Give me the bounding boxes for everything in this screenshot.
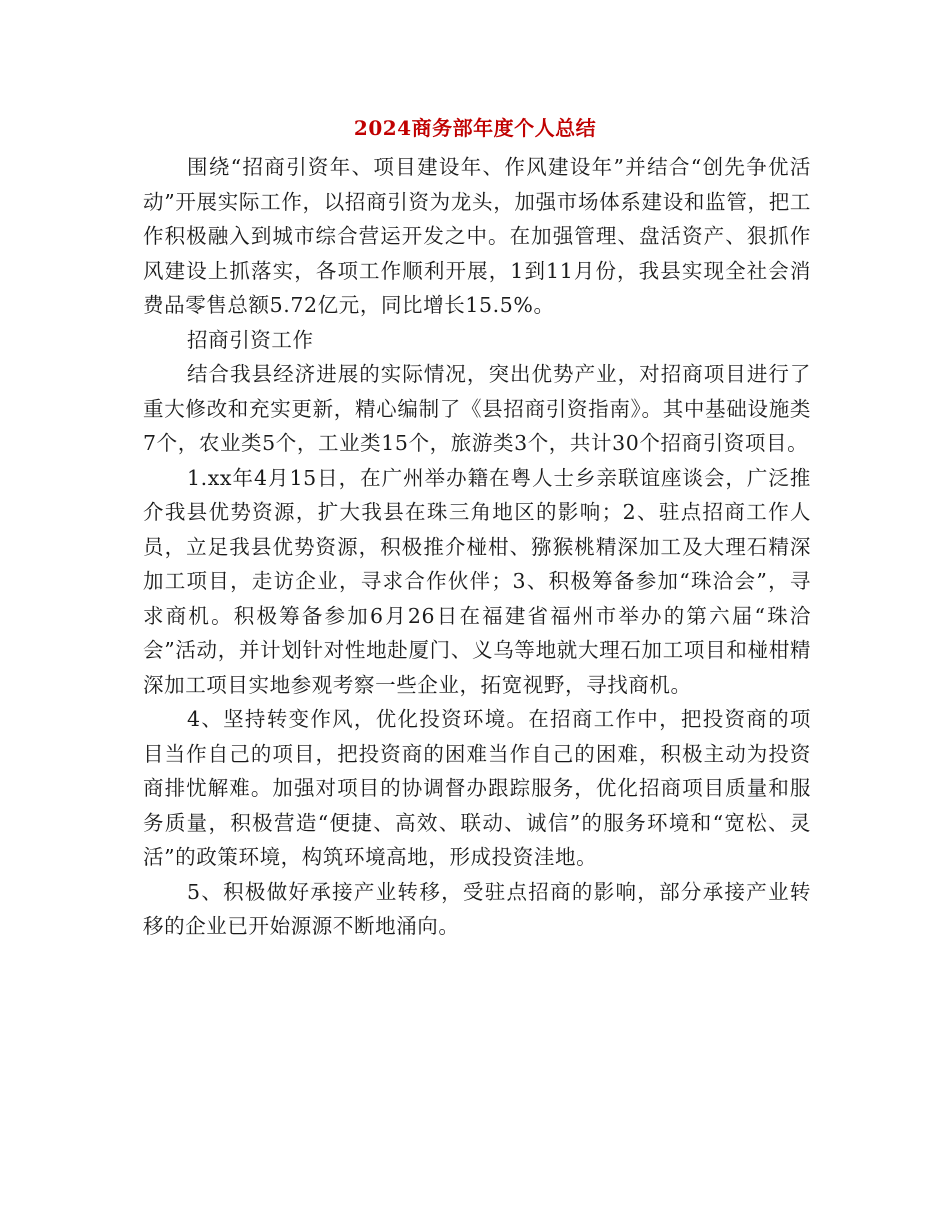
paragraph-work-style: 4、坚持转变作风，优化投资环境。在招商工作中，把投资商的项目当作自己的项目，把投资商的困难当作自己的困难，积极主动为投资商排忧解难。加强对项目的协调督办跟踪服务，优化招商项目质量和服务质量，积极营造“便捷、高效、联动、诚信”的服务环境和“宽松、灵活”的政策环境，构筑环境高地，形成投资洼地。 [143,707,811,869]
paragraph-industry-transfer: 5、积极做好承接产业转移，受驻点招商的影响，部分承接产业转移的企业已开始源源不断地涌向。 [143,879,811,938]
paragraph-investment-guide: 结合我县经济进展的实际情况，突出优势产业，对招商项目进行了重大修改和充实更新，精心编制了《县招商引资指南》。其中基础设施类7个，农业类5个，工业类15个，旅游类3个，共计30个招商引资项目。 [143,362,811,455]
document-title: 2024商务部年度个人总结 [353,116,597,140]
document-body [143,150,811,944]
section-heading: 招商引资工作 [187,327,314,352]
paragraph-activities: 1.xx年4月15日，在广州举办籍在粤人士乡亲联谊座谈会，广泛推介我县优势资源，扩大我县在珠三角地区的影响；2、驻点招商工作人员，立足我县优势资源，积极推介椪柑、猕猴桃精深加工及大理石精深加工项目，走访企业，寻求合作伙伴；3、积极筹备参加“珠洽会”，寻求商机。积极筹备参加6月26日在福建省福州市举办的第六届“珠洽会”活动，并计划针对性地赴厦门、义乌等地就大理石加工项目和椪柑精深加工项目实地参观考察一些企业，拓宽视野，寻找商机。 [143,465,811,697]
paragraph-intro: 围绕“招商引资年、项目建设年、作风建设年”并结合“创先争优活动”开展实际工作，以招商引资为龙头，加强市场体系建设和监管，把工作积极融入到城市综合营运开发之中。在加强管理、盘活资产、狠抓作风建设上抓落实，各项工作顺利开展，1到11月份，我县实现全社会消费品零售总额5.72亿元，同比增长15.5%。 [143,155,811,317]
